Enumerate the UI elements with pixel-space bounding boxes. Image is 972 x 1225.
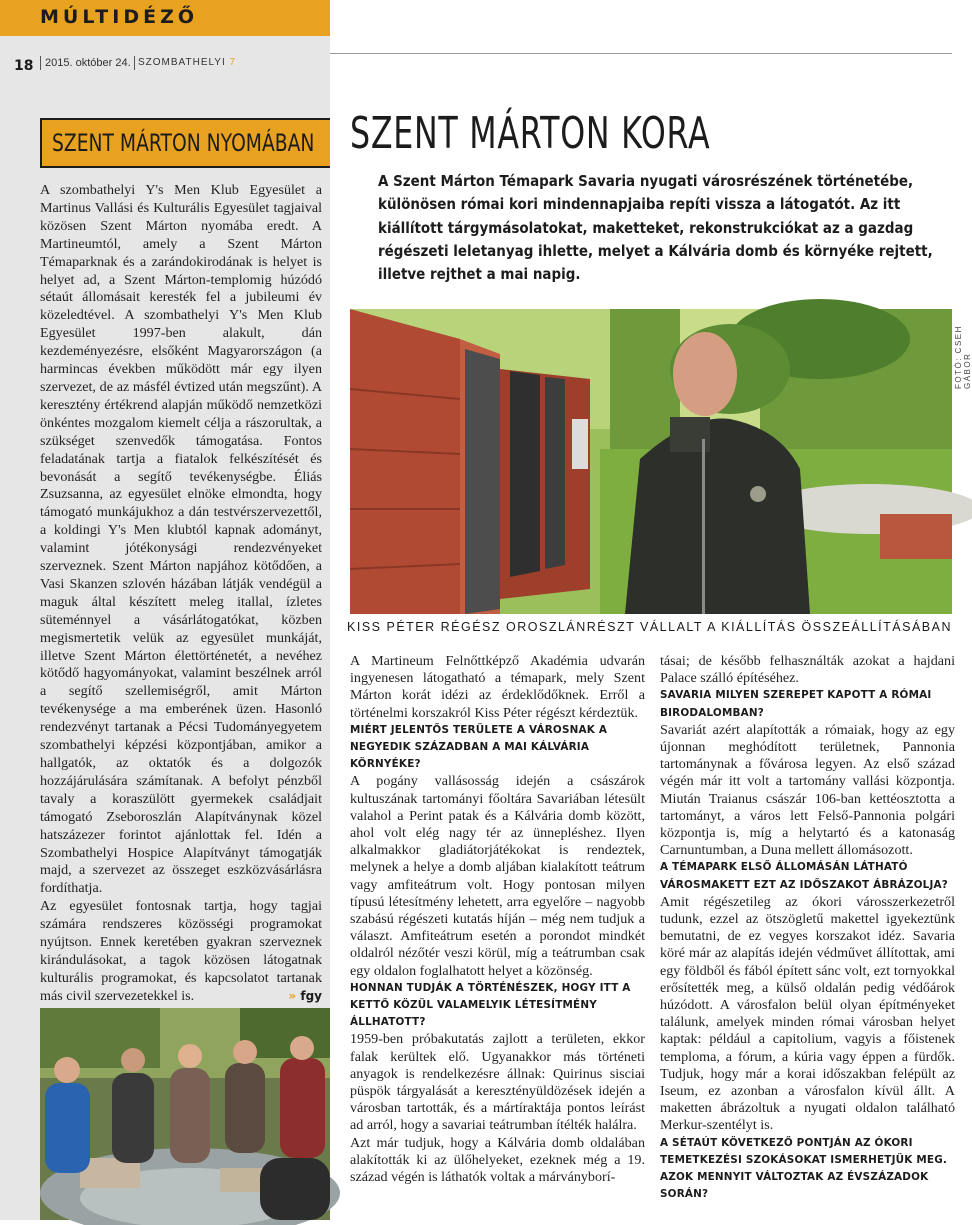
interview-question: A TÉMAPARK ELSŐ ÁLLOMÁSÁN LÁTHATÓ VÁROSMAKETT EZT AZ IDŐSZAKOT ÁBRÁZOLJA?	[660, 861, 949, 891]
article-lead: A Szent Márton Témapark Savaria nyugati városrészének történetébe, különösen római kori mindennapjaiba repíti vissza a látogatót. Az itt kiállított tárgymásolatokat, maketteket, rekonstrukciókat az a gazdag régészeti leletanyag ihlette, melyet a Kálvária domb és környéke rejtett, illetve rejthet a mai napig.	[378, 172, 933, 284]
interview-answer: Savariát azért alapították a rómaiak, hogy az egy újonnan meghódított területnek, Pannonia tartománynak a fővárosa legyen. Az első század végén már itt volt a tartomány vallási központja. Miután Traianus császár 106-ban kettéosztotta a tartományt, a város lett Felső-Pannonia polgári központja is, míg a helytartó és a katonaság Carnuntumban, a Duna mellett állomásozott.	[660, 721, 955, 859]
publication-number: 7	[229, 57, 237, 68]
interview-answer: 1959-ben próbakutatás zajlott a területen, ekkor falak kerültek elő. Ugyanakkor más történeti anyagok is rendelkezésre állnak: Quirinus sisciai püspök tárgyalását a keresztényüldözések idején a városban tartották, és a mártíraktája pontos leírást ad arról, hogy a savariai teátrumban ítélték halálra.	[350, 1031, 645, 1134]
article-intro: A Martineum Felnőttképző Akadémia udvarán ingyenesen látogatható a témapark, mely Szent Márton korát idézi az érdeklődőknek. Erről a történelmi korszakról Kiss Péter régészt kérdeztük.	[350, 653, 645, 721]
interview-question: A SÉTAÚT KÖVETKEZŐ PONTJÁN AZ ÓKORI TEMETKEZÉSI SZOKÁSOKAT ISMERHETJÜK MEG. AZOK MENNYIT VÁLTOZTAK AZ ÉVSZÁZADOK SORÁN?	[660, 1136, 948, 1201]
article-title: SZENT MÁRTON KORA	[350, 108, 711, 159]
photo-caption: KISS PÉTER RÉGÉSZ OROSZLÁNRÉSZT VÁLLALT A KIÁLLÍTÁS ÖSSZEÁLLÍTÁSÁBAN	[347, 620, 952, 634]
author-signature	[288, 988, 322, 1006]
lead-accent-bar	[350, 172, 366, 284]
signature-initials: fgy	[300, 988, 322, 1003]
interview-question: SAVARIA MILYEN SZEREPET KAPOTT A RÓMAI BIRODALOMBAN?	[660, 689, 932, 719]
interview-answer: Azt már tudjuk, hogy a Kálvária domb oldalában alakították ki az ülőhelyeket, ezeknek még a 19. század végén is láthatók voltak a márványborí-	[350, 1134, 645, 1186]
sidebar-photo	[40, 1008, 330, 1220]
article-column-2	[660, 653, 955, 1204]
publication-name	[134, 56, 236, 70]
sidebar-paragraph: A szombathelyi Y's Men Klub Egyesület a Martinus Vallási és Kulturális Egyesület tagjaival közösen Szent Márton nyomába eredt. A Martineumtól, amely a Szent Márton Témaparknak és a zarándokirodának is helyet is helyet ad, a Szent Márton-templomig húzódó sétaút állomásait keresték fel a jubileumi év közeledtével. A szombathelyi Y's Men Klub Egyesület 1997-ben alakult, dán kezdeményezésre, elsőként Magyarországon (a harmincas években működött már egy ilyen szervezet, de az másfél évtized után megszűnt). A keresztény értékrend alapján működő nemzetközi önkéntes mozgalom kiemelt célja a rászorultak, a szükséget szenvedők támogatása. Fontos feladatának tartja a fiatalok felkészítését és bevonását a segítő tevékenységbe. Éliás Zsuzsanna, az egyesület elnöke elmondta, hogy támogató munkájukhoz a dán testvérszervezettől, a koldingi Y's Men klubtól kapnak adományt, valamint jótékonysági rendezvényeket szerveznek. Szent Márton napjához kötődően, a Vasi Skanzen szlovén házában látják vendégül a maguk által készített meleg itallal, ízletes süteménnyel a vásárlátogatókat, közben megismertetik velük az egyesület munkáját, illetve Szent Márton élettörténetét, a nevéhez kötődő hagyományokat, valamint beszélnek arról a segítő szellemiségről, amit Márton tevékenysége a ma emberének üzen. Hasonló rendezvényt tartanak a Pécsi Tudományegyetem szombathelyi képzési központjában, amikor a hallgatók, az oktatók és a dolgozók hozzájárulására számítanak. A befolyt pénzből tavaly a koraszülött gyermekek családjait támogató Zseboroszlán Alapítványnak közel hatszázezer forintot ajánlottak fel. Idén a Szombathelyi Hospice Alapítványt támogatják majd, a szervezet az összeget eszközvásárlásra fordíthatja.	[40, 182, 322, 897]
photo-credit: FOTÓ: CSEH GÁBOR	[954, 325, 972, 389]
header-rule	[330, 53, 952, 54]
signature-arrow: »	[288, 988, 297, 1003]
section-title: MÚLTIDÉZŐ	[40, 6, 199, 28]
issue-date: 2015. október 24.	[40, 56, 131, 70]
archaeologist-photo-illustration	[350, 309, 952, 614]
article-column-1	[350, 653, 645, 1186]
interview-answer: A pogány vallásosság idején a császárok kultuszának tartományi főoltára Savariában létesült valahol a Perint patak és a Kálvária domb között, ahol volt elég nagy tér az ünnepléshez. Ilyen alkalmakkor gladiátorjátékokat is rendeztek, melynek a helye a domb aljában kialakított teátrum vagy amfiteátrum volt. Hogy pontosan milyen típusú létesítmény lehetett, arra egyelőre – nagyobb szabású régészeti kutatás híján – még nem tudjuk a választ. Amfiteátrum esetén a porondot mindkét oldalról nézőtér veszi körül, míg a teátrumban csak egy oldalon foglalhatott helyet a közönség.	[350, 773, 645, 979]
interview-question: MIÉRT JELENTŐS TERÜLETE A VÁROSNAK A NEGYEDIK SZÁZADBAN A MAI KÁLVÁRIA KÖRNYÉKE?	[350, 723, 608, 771]
interview-question: HONNAN TUDJÁK A TÖRTÉNÉSZEK, HOGY ITT A KETTŐ KÖZÜL VALAMELYIK LÉTESÍTMÉNY ÁLLHATOTT?	[350, 981, 631, 1029]
sidebar-paragraph-text: Az egyesület fontosnak tartja, hogy tagjai számára rendszeres közösségi programokat nyújtson. Ennek keretében gyakran szerveznek kirándulásokat, a tagok közösen látogatnak kulturális programokat, és kapcsolatot tartanak más civil szervezetekkel is.	[40, 898, 322, 1004]
interview-answer-continued: tásai; de később felhasználták azokat a hajdani Palace szálló építéséhez.	[660, 653, 955, 687]
page-number: 18	[14, 58, 34, 74]
sidebar-heading: SZENT MÁRTON NYOMÁBAN	[52, 129, 315, 157]
main-photo	[350, 309, 952, 614]
header-accent-block	[0, 0, 330, 36]
sidebar-paragraph	[40, 898, 322, 1005]
sidebar-article	[40, 182, 322, 1006]
interview-answer: Amit régészetileg az ókori városszerkezetről tudunk, ezzel az ötszögletű makettel igyekeztünk bemutatni, de ez vegyes korszakot idéz. Savaria köré már az alapítás idején védművet állítottak, ami egy földből és fából épített sánc volt, ezt tornyokkal erősítették meg, a külső oldalán pedig védőárok húzódott. A városfalon belül olyan építményeket találunk, amelyek minden római városban helyet kaptak: például a capitolium, vagyis a főistenek temploma, a fórum, a kúria vagy éppen a fürdők. Tudjuk, hogy már a korai időszakban felépült az Iseum, ez azonban a városfalon kívül állt. A maketten ábrázoltuk a nyugati oldalon található Merkur-szentélyt is.	[660, 893, 955, 1134]
visitors-photo-illustration	[40, 1008, 330, 1220]
sidebar-heading-box	[40, 118, 330, 168]
publication-title: SZOMBATHELYI	[138, 57, 226, 68]
